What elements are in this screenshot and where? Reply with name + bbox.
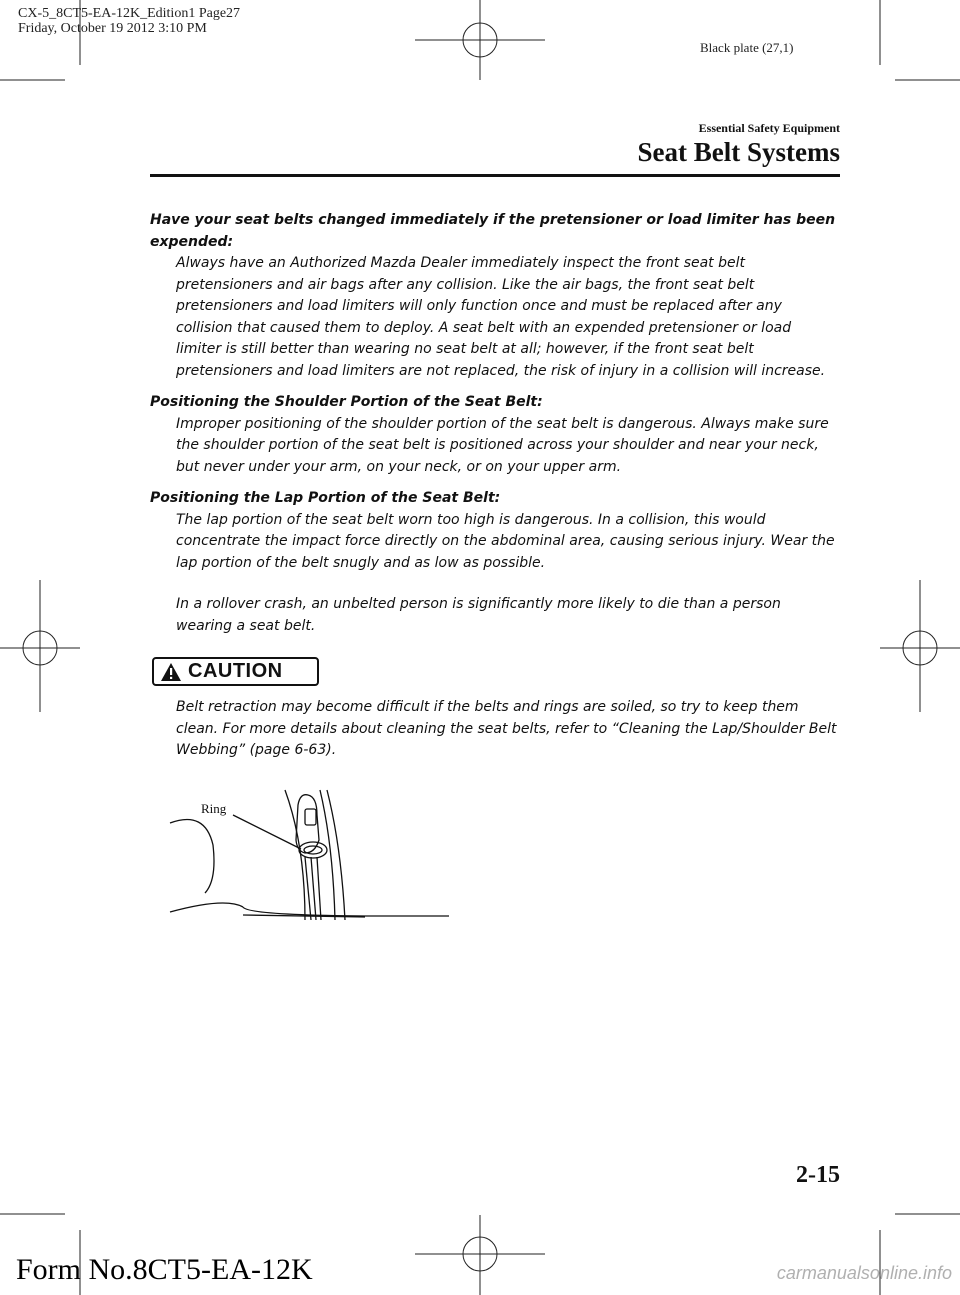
warning-icon <box>160 662 182 682</box>
print-metadata <box>18 6 240 36</box>
caution-badge <box>152 657 319 686</box>
paragraph-heading: Have your seat belts changed immediately if the pretensioner or load limiter has been expended: <box>150 212 836 250</box>
section-label: Essential Safety Equipment <box>698 121 840 135</box>
caution-header <box>150 657 840 689</box>
page-number: 2-15 <box>796 1162 840 1188</box>
plate-label: Black plate (27,1) <box>700 40 794 55</box>
paragraph-heading: Positioning the Lap Portion of the Seat Belt: <box>150 490 501 506</box>
caution-label: CAUTION <box>188 660 283 682</box>
page-title: Seat Belt Systems <box>637 137 840 167</box>
title-rule <box>150 174 840 177</box>
form-number: Form No.8CT5-EA-12K <box>16 1253 313 1286</box>
main-content <box>150 210 840 762</box>
paragraph-body: Always have an Authorized Mazda Dealer immediately inspect the front seat belt pretensioners and air bags after any collision. Like the air bags, the front seat belt pretensioners and load limiters will only function once and must be replaced after any collision that caused them to deploy. A seat belt with an expended pretensioner or load limiter is still better than wearing no seat belt at all; however, if the front seat belt pretensioners and load limiters are not replaced, the risk of injury in a collision will increase. <box>176 255 826 379</box>
paragraph-heading: Positioning the Shoulder Portion of the Seat Belt: <box>150 394 543 410</box>
seat-belt-ring-illustration <box>165 785 465 935</box>
print-metadata-date: Friday, October 19 2012 3:10 PM <box>18 21 207 36</box>
watermark: carmanualsonline.info <box>776 1263 952 1283</box>
paragraph-body: The lap portion of the seat belt worn too high is dangerous. In a collision, this would concentrate the impact force directly on the abdominal area, causing serious injury. Wear the lap portion of the belt snugly and as low as possible. <box>176 511 835 571</box>
paragraph-body-note: In a rollover crash, an unbelted person is significantly more likely to die than a person wearing a seat belt. <box>176 596 781 634</box>
caution-text: Belt retraction may become difficult if the belts and rings are soiled, so try to keep them clean. For more details about cleaning the seat belts, refer to “Cleaning the Lap/Shoulder Belt Webbing” (page 6-63). <box>176 699 837 759</box>
ring-callout: Ring <box>201 801 227 816</box>
print-metadata-file: CX-5_8CT5-EA-12K_Edition1 Page27 <box>18 6 241 21</box>
paragraph-body: Improper positioning of the shoulder portion of the seat belt is dangerous. Always make sure the shoulder portion of the seat belt is positioned across your shoulder and near your neck, but never under your arm, on your neck, or on your upper arm. <box>176 415 829 475</box>
